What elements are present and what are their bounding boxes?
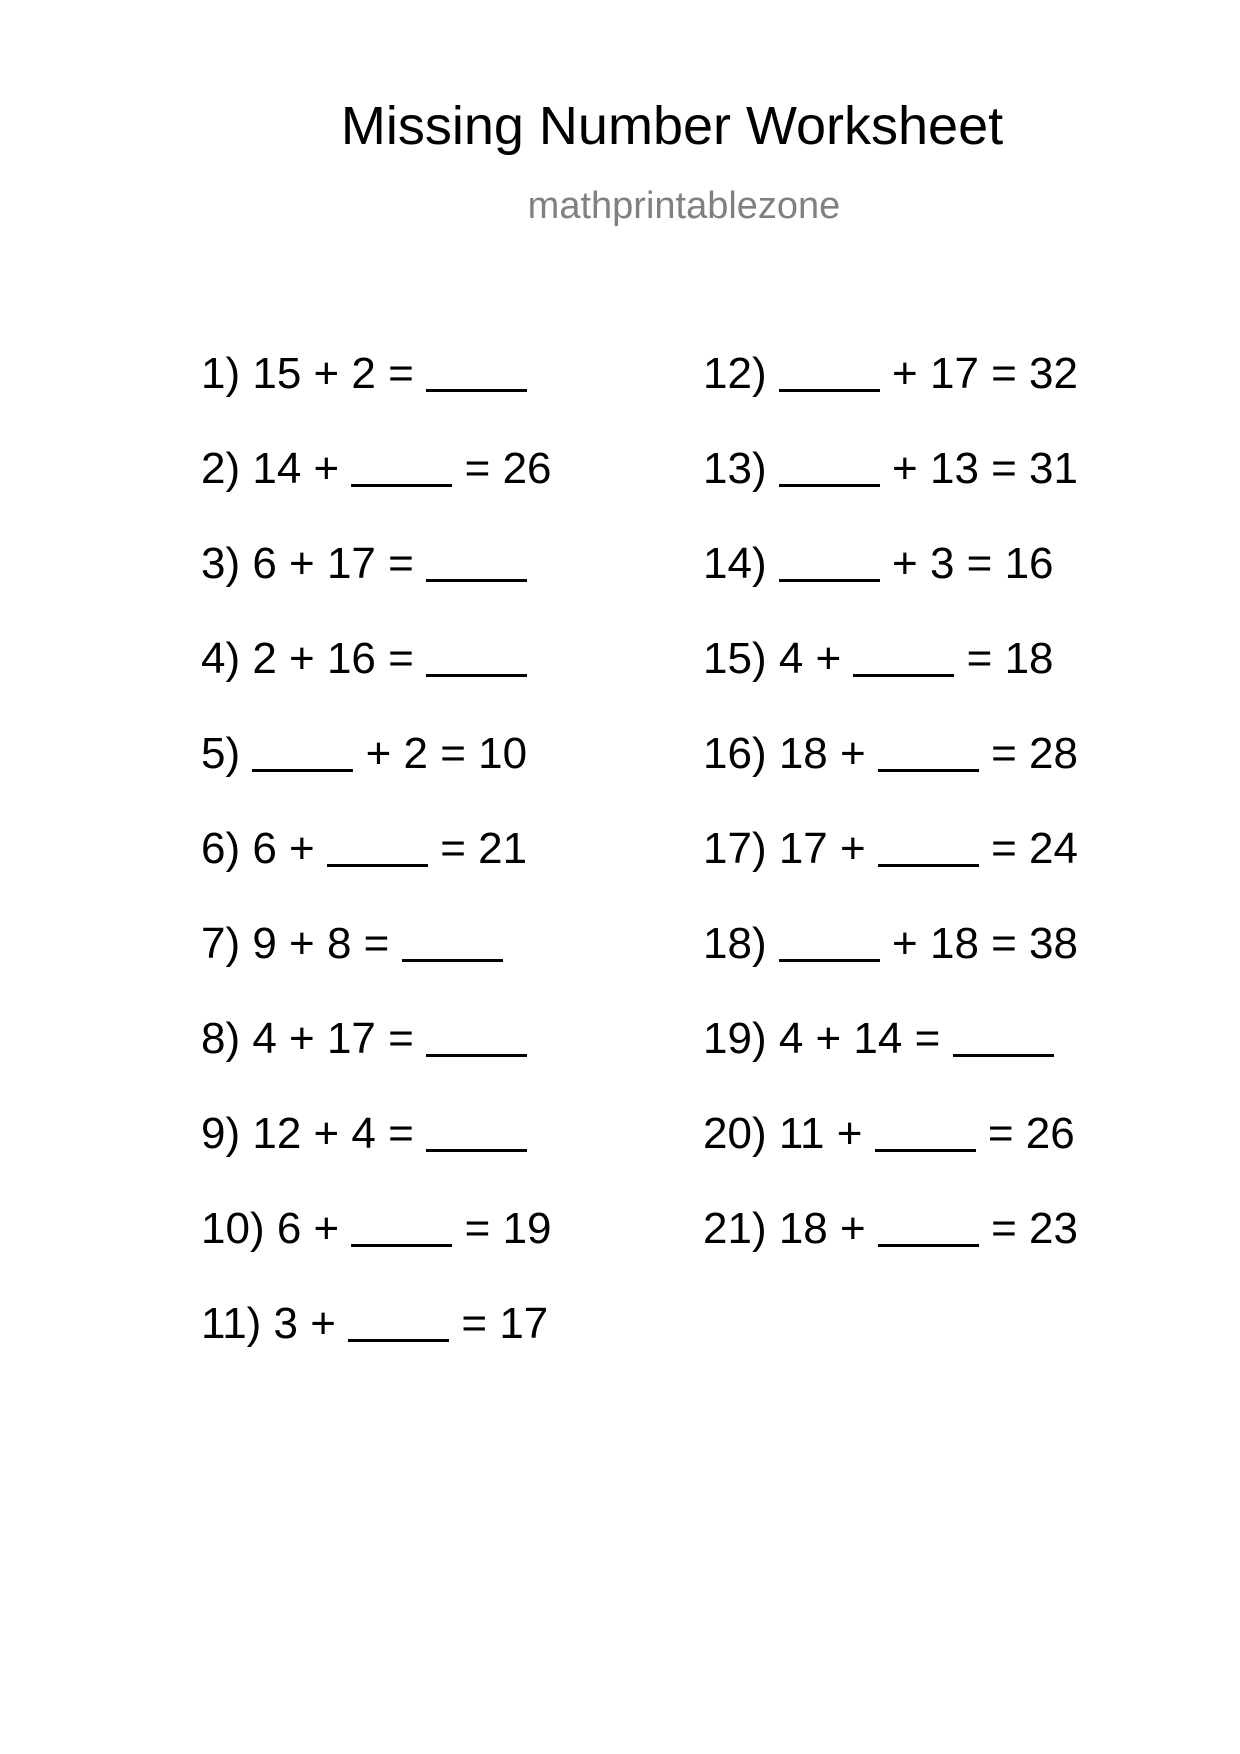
worksheet-title: Missing Number Worksheet bbox=[340, 96, 1004, 156]
problem-number: 19) bbox=[703, 1014, 767, 1063]
problem-expression: = 21 bbox=[427, 824, 528, 873]
problem-expression: = 23 bbox=[978, 1204, 1078, 1253]
answer-blank[interactable] bbox=[426, 349, 527, 392]
problem-number: 6) bbox=[201, 824, 241, 873]
answer-blank[interactable] bbox=[779, 349, 880, 392]
problem-expression: = 28 bbox=[978, 729, 1078, 778]
answer-blank[interactable] bbox=[878, 729, 979, 772]
answer-blank[interactable] bbox=[953, 1014, 1054, 1057]
problem-expression: 6 + bbox=[264, 1204, 352, 1253]
answer-blank[interactable] bbox=[878, 1204, 979, 1247]
problem-number: 7) bbox=[201, 919, 241, 968]
problem-expression: = 26 bbox=[452, 444, 552, 493]
problem-number: 5) bbox=[201, 729, 241, 778]
problem-number: 10) bbox=[201, 1204, 265, 1253]
problem-10 bbox=[201, 1203, 552, 1298]
problem-20 bbox=[703, 1108, 1078, 1203]
problem-number: 14) bbox=[703, 539, 767, 588]
problem-7 bbox=[201, 918, 552, 1013]
answer-blank[interactable] bbox=[426, 539, 527, 582]
problem-expression: 14 + bbox=[240, 444, 352, 493]
problem-expression: 9 + 8 = bbox=[240, 919, 402, 968]
problem-expression: 15 + 2 = bbox=[240, 349, 427, 398]
problem-expression: 4 + bbox=[766, 634, 854, 683]
problem-21 bbox=[703, 1203, 1078, 1298]
answer-blank[interactable] bbox=[779, 919, 880, 962]
problem-number: 12) bbox=[703, 349, 767, 398]
problem-6 bbox=[201, 823, 552, 918]
problem-expression: 4 + 17 = bbox=[240, 1014, 427, 1063]
problem-expression: + 18 = 38 bbox=[879, 919, 1078, 968]
answer-blank[interactable] bbox=[426, 1109, 527, 1152]
problem-expression: + 13 = 31 bbox=[879, 444, 1078, 493]
problem-expression bbox=[240, 729, 252, 778]
problem-number: 13) bbox=[703, 444, 767, 493]
answer-blank[interactable] bbox=[348, 1299, 449, 1342]
problems-left-column bbox=[201, 348, 552, 1393]
answer-blank[interactable] bbox=[875, 1109, 976, 1152]
problem-expression: = 26 bbox=[975, 1109, 1075, 1158]
problem-expression: 18 + bbox=[766, 729, 878, 778]
problem-expression: 12 + 4 = bbox=[240, 1109, 427, 1158]
problem-expression bbox=[767, 919, 779, 968]
answer-blank[interactable] bbox=[878, 824, 979, 867]
problem-number: 8) bbox=[201, 1014, 241, 1063]
problem-3 bbox=[201, 538, 552, 633]
problem-expression: + 17 = 32 bbox=[879, 349, 1078, 398]
problem-expression bbox=[767, 444, 779, 493]
answer-blank[interactable] bbox=[351, 1204, 452, 1247]
answer-blank[interactable] bbox=[351, 444, 452, 487]
problem-1 bbox=[201, 348, 552, 443]
problem-expression: = 18 bbox=[954, 634, 1054, 683]
problem-expression: 3 + bbox=[261, 1299, 349, 1348]
problem-expression: 18 + bbox=[766, 1204, 878, 1253]
problem-4 bbox=[201, 633, 552, 728]
problem-13 bbox=[703, 443, 1078, 538]
problem-expression: = 17 bbox=[449, 1299, 549, 1348]
problem-expression: 17 + bbox=[766, 824, 878, 873]
problem-number: 16) bbox=[703, 729, 767, 778]
problem-number: 18) bbox=[703, 919, 767, 968]
answer-blank[interactable] bbox=[853, 634, 954, 677]
problem-expression: + 3 = 16 bbox=[879, 539, 1054, 588]
problem-number: 9) bbox=[201, 1109, 241, 1158]
answer-blank[interactable] bbox=[252, 729, 353, 772]
answer-blank[interactable] bbox=[402, 919, 503, 962]
problems-right-column bbox=[703, 348, 1078, 1298]
problem-14 bbox=[703, 538, 1078, 633]
problem-number: 3) bbox=[201, 539, 241, 588]
problem-2 bbox=[201, 443, 552, 538]
problem-16 bbox=[703, 728, 1078, 823]
problem-expression: = 24 bbox=[978, 824, 1078, 873]
problem-5 bbox=[201, 728, 552, 823]
problem-number: 4) bbox=[201, 634, 241, 683]
problem-number: 11) bbox=[201, 1299, 262, 1348]
problem-9 bbox=[201, 1108, 552, 1203]
problem-expression: 11 + bbox=[766, 1109, 875, 1158]
problem-number: 20) bbox=[703, 1109, 767, 1158]
problem-number: 15) bbox=[703, 634, 767, 683]
answer-blank[interactable] bbox=[327, 824, 428, 867]
answer-blank[interactable] bbox=[779, 539, 880, 582]
answer-blank[interactable] bbox=[426, 1014, 527, 1057]
problem-expression: 2 + 16 = bbox=[240, 634, 427, 683]
problem-number: 2) bbox=[201, 444, 241, 493]
problem-expression: 4 + 14 = bbox=[766, 1014, 953, 1063]
problem-expression: 6 + 17 = bbox=[240, 539, 427, 588]
problem-19 bbox=[703, 1013, 1078, 1108]
answer-blank[interactable] bbox=[426, 634, 527, 677]
problem-12 bbox=[703, 348, 1078, 443]
problem-expression: + 2 = 10 bbox=[353, 729, 528, 778]
problem-expression bbox=[767, 539, 779, 588]
problem-expression: 6 + bbox=[240, 824, 327, 873]
answer-blank[interactable] bbox=[779, 444, 880, 487]
problem-number: 17) bbox=[703, 824, 767, 873]
problem-8 bbox=[201, 1013, 552, 1108]
problem-number: 21) bbox=[703, 1204, 767, 1253]
problem-18 bbox=[703, 918, 1078, 1013]
problem-11 bbox=[201, 1298, 552, 1393]
problem-expression: = 19 bbox=[452, 1204, 552, 1253]
problem-17 bbox=[703, 823, 1078, 918]
worksheet-subtitle: mathprintablezone bbox=[527, 185, 841, 227]
problem-number: 1) bbox=[201, 349, 241, 398]
problem-15 bbox=[703, 633, 1078, 728]
problem-expression bbox=[767, 349, 779, 398]
